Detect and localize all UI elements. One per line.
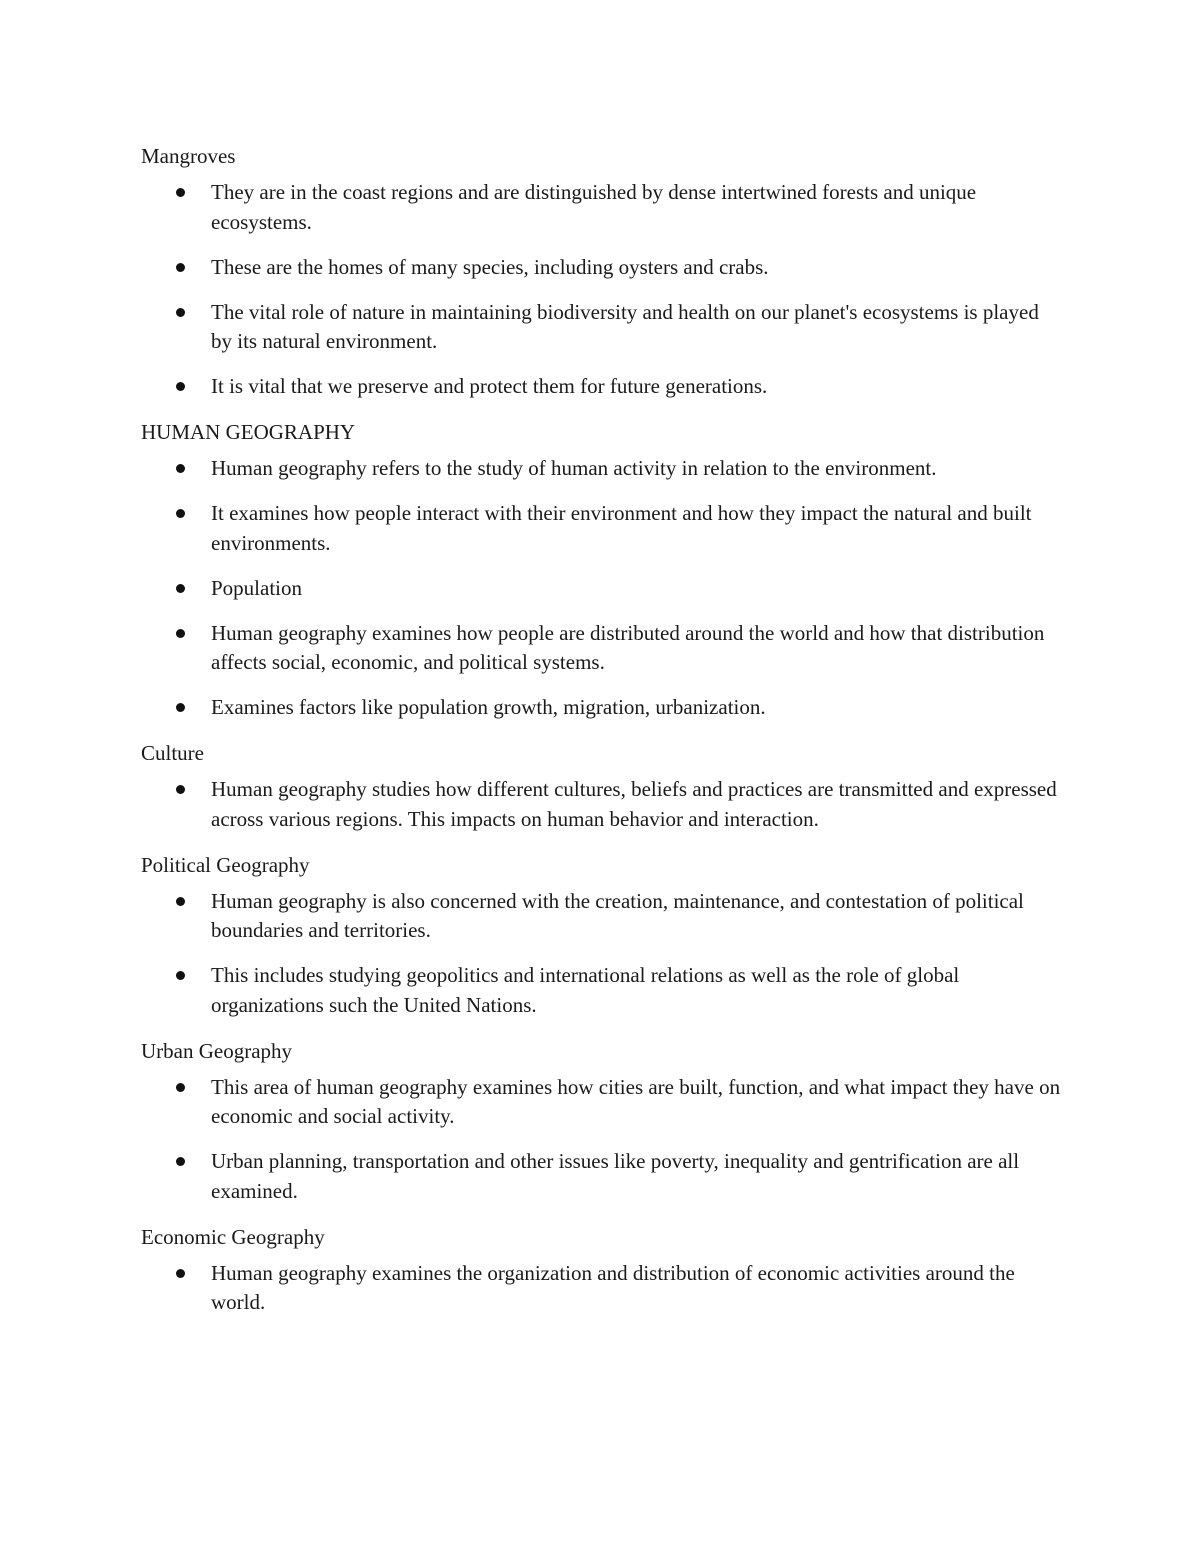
section-heading: HUMAN GEOGRAPHY	[141, 420, 356, 444]
list-item	[141, 1147, 1061, 1206]
list-item-text: These are the homes of many species, including oysters and crabs.	[211, 254, 769, 279]
list-item-text: Urban planning, transportation and other issues like poverty, inequality and gentrification are all examined.	[211, 1149, 1020, 1203]
section-economic-geography	[141, 1222, 1061, 1318]
document-page	[141, 141, 1061, 1333]
list-item-text: Human geography refers to the study of human activity in relation to the environment.	[211, 456, 937, 480]
bullet-list	[141, 887, 1061, 1021]
list-item-text: Examines factors like population growth, migration, urbanization.	[211, 695, 766, 719]
bullet-list	[141, 454, 1061, 723]
list-item	[141, 499, 1061, 558]
bullet-icon	[176, 584, 185, 593]
bullet-icon	[176, 1083, 185, 1092]
section-urban-geography	[141, 1036, 1061, 1207]
list-item-text: Population	[211, 575, 303, 600]
bullet-list	[141, 1259, 1061, 1318]
bullet-icon	[176, 629, 185, 638]
list-item-text: It is vital that we preserve and protect them for future generations.	[211, 374, 768, 398]
section-mangroves	[141, 141, 1061, 402]
section-heading: Urban Geography	[141, 1038, 293, 1063]
list-item-text: The vital role of nature in maintaining biodiversity and health on our planet's ecosystems is played by its natural environment.	[211, 299, 1039, 353]
bullet-icon	[176, 785, 185, 794]
list-item-text: Human geography is also concerned with the creation, maintenance, and contestation of political boundaries and territories.	[211, 888, 1024, 942]
list-item	[141, 775, 1061, 834]
section-heading: Economic Geography	[141, 1224, 325, 1249]
list-item	[141, 1259, 1061, 1318]
bullet-icon	[176, 263, 185, 272]
list-item-text: It examines how people interact with their environment and how they impact the natural and built environments.	[211, 501, 1032, 555]
section-heading: Culture	[141, 741, 204, 765]
list-item	[141, 961, 1061, 1020]
list-item	[141, 693, 1061, 723]
list-item	[141, 178, 1061, 237]
list-item	[141, 619, 1061, 678]
bullet-icon	[176, 308, 185, 317]
list-item	[141, 253, 1061, 283]
list-item	[141, 1073, 1061, 1132]
bullet-icon	[176, 971, 185, 980]
list-item	[141, 454, 1061, 484]
section-heading: Political Geography	[141, 852, 310, 877]
bullet-icon	[176, 509, 185, 518]
bullet-icon	[176, 1157, 185, 1166]
bullet-icon	[176, 188, 185, 197]
section-human-geography	[141, 417, 1061, 723]
list-item-text: They are in the coast regions and are distinguished by dense intertwined forests and unique ecosystems.	[211, 180, 977, 234]
bullet-icon	[176, 1269, 185, 1278]
list-item-text: This includes studying geopolitics and international relations as well as the role of global organizations such the United Nations.	[211, 963, 960, 1017]
list-item	[141, 372, 1061, 402]
bullet-icon	[176, 464, 185, 473]
list-item-text: This area of human geography examines how cities are built, function, and what impact they have on economic and social activity.	[211, 1074, 1061, 1128]
bullet-icon	[176, 897, 185, 906]
list-item	[141, 887, 1061, 946]
bullet-list	[141, 1073, 1061, 1207]
list-item-text: Human geography studies how different cultures, beliefs and practices are transmitted and expressed across various regions. This impacts on human behavior and interaction.	[211, 777, 1057, 831]
list-item	[141, 574, 1061, 604]
bullet-icon	[176, 382, 185, 391]
list-item-text: Human geography examines how people are distributed around the world and how that distribution affects social, economic, and political systems.	[211, 620, 1045, 674]
bullet-list	[141, 775, 1061, 834]
section-culture	[141, 738, 1061, 834]
list-item-text: Human geography examines the organization and distribution of economic activities around the world.	[211, 1260, 1015, 1314]
bullet-icon	[176, 703, 185, 712]
bullet-list	[141, 178, 1061, 402]
section-heading: Mangroves	[141, 144, 236, 168]
section-political-geography	[141, 850, 1061, 1021]
list-item	[141, 298, 1061, 357]
